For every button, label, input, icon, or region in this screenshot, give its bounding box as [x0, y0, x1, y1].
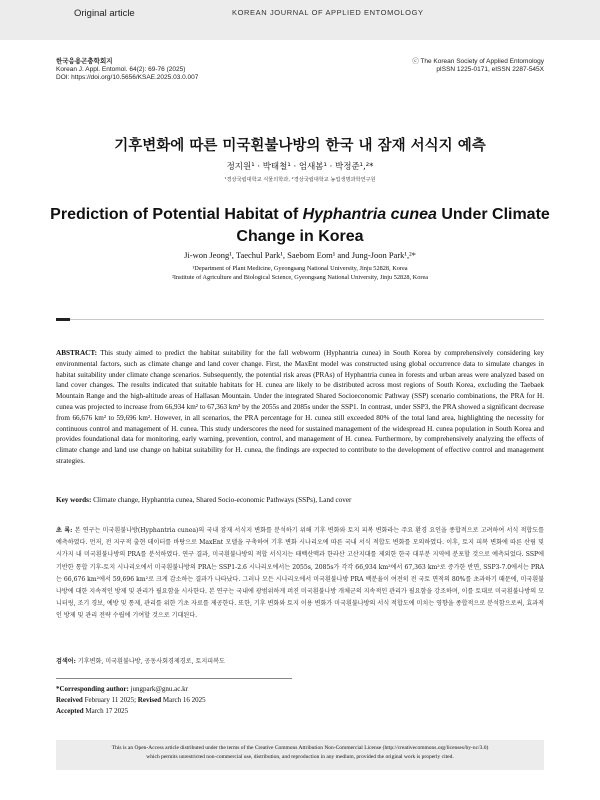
korean-affiliations: ¹경상국립대학교 식물의학과, ²경상국립대학교 농업생명과학연구원 — [224, 177, 376, 183]
abstract-label: ABSTRACT: — [56, 349, 98, 357]
received-revised — [56, 695, 206, 706]
accepted — [56, 706, 206, 717]
english-authors: Ji-won Jeong¹, Taechul Park¹, Saebom Eom¹ and Jung-Joon Park¹,²* — [184, 250, 416, 260]
abstract — [56, 348, 544, 467]
license-line-1: This is an Open-Access article distributed under the terms of the Creative Commons Attribution Non-Commercial License (http://creativecommons.org/licenses/by-nc/3.0) — [111, 745, 489, 751]
section-divider-accent — [56, 318, 70, 321]
english-affiliations — [0, 264, 600, 282]
copyright: ⓒ The Korean Society of Applied Entomology — [412, 58, 544, 65]
corresponding-email[interactable]: jungpark@gnu.ac.kr — [130, 685, 188, 693]
article-type: Original article — [74, 8, 135, 19]
corresponding-author — [56, 684, 206, 695]
citation: Korean J. Appl. Entomol. 64(2): 69-76 (2025) — [56, 66, 186, 73]
issn: pISSN 1225-0171, eISSN 2287-545X — [436, 66, 544, 73]
license-line-2: which permits unrestricted non-commercial use, distribution, and reproduction in any medium, provided the original work is properly cited. — [146, 754, 454, 760]
korean-abstract — [56, 525, 544, 623]
abstract-text: This study aimed to predict the habitat suitability for the fall webworm (Hyphantria cunea) in South Korea by comprehensively considering key environmental factors, such as climate change and land cover change. First, the MaxEnt model was constructed using global occurrence data to simulate changes in habitat suitability under climate change scenarios. Subsequently, the potential risk areas (PRAs) of Hyphantria cunea in forests and urban areas were analyzed based on land cover changes. The results indicated that suitable habitats for H. cunea are likely to be distributed across most regions of South Korea, excluding the Taebaek Mountain Range and the high-altitude areas of Hallasan Mountain. Under the integrated Shared Socioeconomic Pathway (SSP) scenario combinations, the PRA for H. cunea was projected to increase from 66,934 km² to 67,363 km² by the 2055s and 2085s under the SSP1. In contrast, under SSP3, the PRA showed a significant decrease from 66,676 km² to 59,696 km². However, in all scenarios, the PRA percentage for H. cunea still exceeded 80% of the total land area, highlighting the necessity for continuous control and management of H. cunea. This study underscores the need for sustained management of the widespread H. cunea population in South Korea and provides foundational data for monitoring, early warning, prevention, control, and management of H. cunea. Furthermore, by comprehensively analyzing the effects of climate change and land use change on habitat suitability for H. cunea, the findings are expected to contribute to the development of effective control and management strategies. — [56, 349, 544, 465]
accepted-date: March 17 2025 — [85, 707, 129, 715]
received-label: Received — [56, 696, 83, 704]
keywords-text: Climate change, Hyphantria cunea, Shared Socio-economic Pathways (SSPs), Land cover — [93, 496, 352, 504]
revised-label: Revised — [137, 696, 162, 704]
korean-title: 기후변화에 따른 미국흰불나방의 한국 내 잠재 서식지 예측 — [114, 138, 486, 154]
copyright-block — [412, 58, 544, 74]
korean-keywords-label: 검색어: — [56, 658, 76, 665]
korean-abstract-text: 본 연구는 미국흰불나방(Hyphantria cunea)의 국내 잠재 서식지 변화를 분석하기 위해 기후 변화와 토지 피복 변화라는 주요 환경 요인을 종합적으로 고려하여 서식 적합도를 예측하였다. 먼저, 전 지구적 출현 데이터를 바탕으로 MaxEnt 모델을 구축하여 기후 변화 시나리오에 따른 국내 서식 적합도 변화를 모의하였다. 이후, 토지 피복 변화에 따른 산림 및 시가지 내 미국흰불나방의 PRA를 분석하였다. 연구 결과, 미국흰불나방의 적합 서식지는 태백산맥과 한라산 고산지대를 제외한 한국 대부분 지역에 분포할 것으로 예측되었다. SSP에 기반한 통합 기후-토지 시나리오에서 미국흰불나방의 PRA는 SSP1-2.6 시나리오에서는 2055s, 2085s가 각각 66,934 km²에서 67,363 km²로 증가한 반면, SSP3-7.0에서는 PRA는 66,676 km²에서 59,696 km²로 크게 감소하는 결과가 나타났다. 그러나 모든 시나리오에서 미국흰불나방 PRA 백분율이 여전히 전 국토 면적의 80%를 초과하기 때문에, 미국흰불나방에 대한 지속적인 방제 및 관리가 필요함을 시사한다. 본 연구는 국내에 광범위하게 퍼진 미국흰불나방 개체군의 지속적인 관리가 필요함을 강조하며, 이를 토대로 미국흰불나방의 모니터링, 조기 경보, 예방 및 통제, 관리를 위한 기초 자료를 제공한다. 또한, 기후 변화와 토지 이용 변화가 미국흰불나방의 서식 적합도에 미치는 영향을 종합적으로 분석함으로써, 효과적인 방제 및 관리 전략 수립에 기여할 것으로 기대된다. — [56, 527, 544, 620]
doi-link[interactable]: DOI: https://doi.org/10.5656/KSAE.2025.03.0.007 — [56, 74, 199, 81]
english-title — [40, 204, 560, 248]
footnote — [56, 684, 206, 717]
license-box — [56, 740, 544, 770]
citation-block — [56, 58, 198, 82]
korean-abstract-label: 초 록: — [56, 527, 73, 534]
affiliation-1: ¹Department of Plant Medicine, Gyeongsang National University, Jinju 52828, Korea — [192, 265, 408, 272]
affiliation-2: ²Institute of Agriculture and Biological Science, Gyeongsang National University, Jinju 52828, Korea — [171, 274, 429, 281]
accepted-label: Accepted — [56, 707, 84, 715]
corresponding-label: *Corresponding author: — [56, 685, 129, 693]
title-prefix: Prediction of Potential Habitat of — [50, 206, 303, 223]
korean-authors: 정지원¹ · 박태철¹ · 엄새봄¹ · 박정준¹,²* — [226, 162, 374, 172]
footnote-divider — [56, 678, 292, 679]
title-suffix: Under Climate Change in Korea — [236, 206, 550, 245]
section-divider — [70, 319, 544, 320]
keywords — [56, 496, 544, 504]
korean-keywords — [56, 656, 544, 665]
revised-date: March 16 2025 — [162, 696, 206, 704]
journal-banner: KOREAN JOURNAL OF APPLIED ENTOMOLOGY — [232, 8, 424, 17]
title-species: Hyphantria cunea — [302, 206, 437, 223]
korean-keywords-text: 기후변화, 미국흰불나방, 공동사회경제경로, 토지피복도 — [77, 658, 225, 665]
journal-name-kr: 한국응용곤충학회지 — [56, 58, 113, 65]
journal-header-bar — [0, 0, 600, 40]
keywords-label: Key words: — [56, 496, 92, 504]
received-date: February 11 2025; — [84, 696, 137, 704]
